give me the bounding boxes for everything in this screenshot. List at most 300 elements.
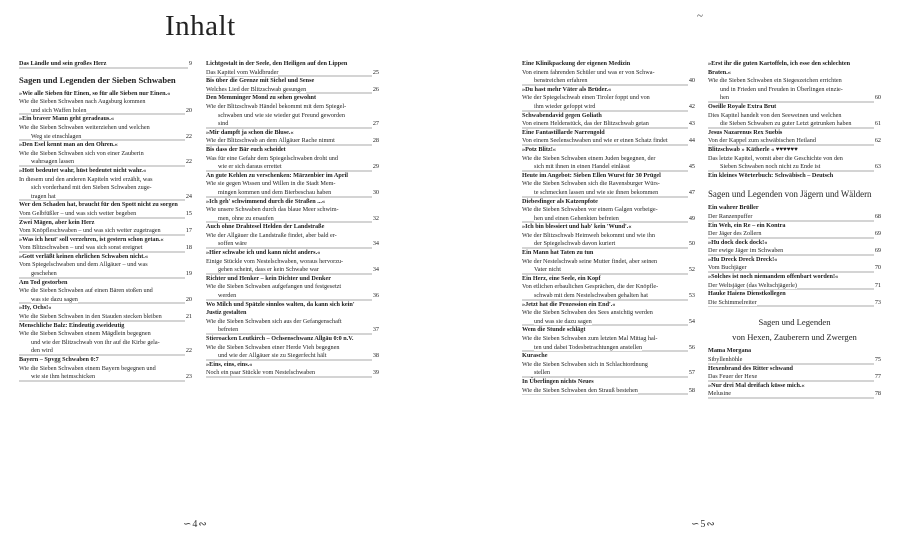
toc-entry[interactable] xyxy=(19,270,192,279)
toc-entry[interactable] xyxy=(522,94,695,103)
toc-entry-text: Melusine xyxy=(708,390,732,398)
toc-entry-text: »Wie alle Sieben für Einen, so für alle Sieben nur Einen.« xyxy=(19,89,171,97)
toc-entry[interactable] xyxy=(19,330,192,339)
toc-entry[interactable] xyxy=(206,69,379,78)
toc-page-number: 9 xyxy=(188,60,192,67)
toc-entry[interactable] xyxy=(708,155,881,164)
toc-entry-text: Am Tod gestorben xyxy=(19,278,68,286)
toc-entry-text: Bis über die Grenze mit Sichel und Sense xyxy=(206,77,315,85)
toc-page-number: 20 xyxy=(185,295,192,303)
toc-entry[interactable] xyxy=(19,253,192,262)
toc-page-number: 75 xyxy=(874,356,881,364)
toc-page-number: 32 xyxy=(372,214,379,222)
toc-entry[interactable] xyxy=(708,373,881,382)
toc-entry-text: »Potz Blitz!« xyxy=(522,145,556,153)
toc-entry-text: ihm wieder gefoppt wird xyxy=(534,102,596,110)
toc-entry[interactable] xyxy=(19,287,192,296)
toc-entry[interactable] xyxy=(206,77,379,86)
toc-entry[interactable] xyxy=(708,172,881,181)
toc-entry-text: Vom Blitzschwaben – und was sich sonst ereignet xyxy=(19,244,143,252)
toc-entry-text: Der ewige Jäger im Schwaben xyxy=(708,247,784,255)
toc-entry-text: Das Feuer der Hexe xyxy=(708,373,758,381)
toc-entry-text: Wie die Sieben Schwaben nach Augsburg kommen xyxy=(19,98,146,106)
toc-entry-text: und in Frieden und Freuden in Überlingen einzie- xyxy=(720,85,843,93)
toc-entry-text: Von einem Heldenstück, das der Blitzschwab getan xyxy=(522,120,649,128)
toc-entry[interactable] xyxy=(522,275,695,284)
toc-entry[interactable] xyxy=(708,222,881,231)
toc-entry-text: Wie die Sieben Schwaben weiterziehen und welchen xyxy=(19,123,150,131)
toc-entry[interactable] xyxy=(708,230,881,239)
toc-entry-text: Das letzte Kapitel, womit aber die Geschichte von den xyxy=(708,154,843,162)
toc-entry[interactable] xyxy=(708,163,881,172)
toc-entry-text: soffen wäre xyxy=(218,240,247,248)
toc-entry[interactable] xyxy=(522,369,695,378)
toc-entry-text: men, ohne zu ersaufen xyxy=(218,214,274,222)
toc-entry[interactable] xyxy=(206,198,379,207)
toc-entry[interactable] xyxy=(206,344,379,353)
toc-entry-text: Vom Spiegelschwaben und dem Allgäuer – und was xyxy=(19,261,148,269)
toc-entry-text: Wie die Sieben Schwaben sich die Ravensburger Würs- xyxy=(522,180,660,188)
section-heading: von Hexen, Zauberern und Zwergen xyxy=(732,332,857,343)
toc-page-number: 58 xyxy=(688,386,695,394)
toc-entry[interactable] xyxy=(206,172,379,181)
toc-entry[interactable] xyxy=(19,141,192,150)
toc-entry[interactable] xyxy=(206,352,379,361)
toc-entry-text: Ein Herz, eine Seele, ein Kopf xyxy=(522,274,601,282)
toc-entry-text: und wie der Blitzschwab von ihr auf die Kirbe gela- xyxy=(31,338,160,346)
toc-entry-text: Wie der Spiegelschwab einen Tiroler foppt und von xyxy=(522,94,650,102)
toc-entry[interactable] xyxy=(522,103,695,112)
toc-entry-text: Wer den Schaden hat, braucht für den Spott nicht zu sorgen xyxy=(19,201,178,209)
toc-entry[interactable] xyxy=(522,301,695,310)
toc-entry-text: Der Jäger des Zollern xyxy=(708,230,762,238)
toc-page-number: 62 xyxy=(874,137,881,145)
toc-entry[interactable] xyxy=(522,283,695,292)
toc-entry[interactable] xyxy=(708,60,881,69)
toc-entry[interactable] xyxy=(19,347,192,356)
toc-entry[interactable] xyxy=(708,204,881,213)
toc-page-number: 28 xyxy=(372,137,379,145)
toc-entry[interactable] xyxy=(19,279,192,288)
toc-entry-text: Das Ländle und sein großes Herz xyxy=(19,60,107,67)
toc-entry-text: »Hy, Ochs!« xyxy=(19,304,52,312)
toc-page-number: 77 xyxy=(874,373,881,381)
toc-page-number: 54 xyxy=(688,317,695,325)
toc-entry[interactable] xyxy=(19,124,192,133)
toc-page-number: 24 xyxy=(185,192,192,200)
toc-entry[interactable] xyxy=(206,266,379,275)
toc-entry[interactable] xyxy=(206,318,379,327)
toc-entry[interactable] xyxy=(19,261,192,270)
toc-entry[interactable] xyxy=(19,193,192,202)
toc-entry-text: hen xyxy=(720,94,729,102)
toc-page-number: 34 xyxy=(372,240,379,248)
toc-entry[interactable] xyxy=(19,236,192,245)
toc-entry-text: Vom Buchjäger xyxy=(708,264,747,272)
toc-page-number: 22 xyxy=(185,347,192,355)
toc-entry[interactable] xyxy=(708,390,881,399)
toc-entry[interactable] xyxy=(708,273,881,282)
toc-entry[interactable] xyxy=(522,129,695,138)
toc-entry[interactable] xyxy=(19,201,192,210)
toc-entry[interactable] xyxy=(206,275,379,284)
toc-entry[interactable] xyxy=(522,155,695,164)
toc-entry[interactable] xyxy=(206,112,379,121)
toc-entry-text: Wie die Sieben Schwaben auf einen Bären stoßen und xyxy=(19,287,153,295)
toc-page-number: 29 xyxy=(372,163,379,171)
toc-entry[interactable] xyxy=(206,215,379,224)
toc-entry[interactable] xyxy=(206,180,379,189)
toc-page-number: 38 xyxy=(372,352,379,360)
toc-entry[interactable] xyxy=(522,232,695,241)
toc-entry-text: »Ich geh' schwimmend durch die Straßen ...« xyxy=(206,197,326,205)
toc-entry-text: die Sieben Schwaben zu guter Letzt getrunken haben xyxy=(720,120,852,128)
toc-entry[interactable] xyxy=(522,223,695,232)
toc-entry[interactable] xyxy=(19,339,192,348)
toc-entry[interactable] xyxy=(206,94,379,103)
toc-entry[interactable] xyxy=(708,146,881,155)
toc-page-number: 21 xyxy=(185,313,192,321)
toc-entry-text: Der Weltsjäger (das Weltschjägerle) xyxy=(708,281,797,289)
toc-entry[interactable] xyxy=(708,137,881,146)
toc-entry-text: »Eins, eins, eins.« xyxy=(206,360,253,368)
toc-entry[interactable] xyxy=(708,129,881,138)
toc-entry-text: Wie die Sieben Schwaben vor einem Galgen vorbeige- xyxy=(522,206,658,214)
toc-entry[interactable] xyxy=(522,206,695,215)
toc-entry[interactable] xyxy=(522,266,695,275)
toc-entry-text: Lichtgestalt in der Seele, den Heiligen auf den Lippen xyxy=(206,60,348,67)
toc-entry-text: Wie der Blitzschwab an dem Allgäuer Rache nimmt xyxy=(206,137,335,145)
toc-entry-text: Wie die Sieben Schwaben sich aus der Gefangenschaft xyxy=(206,317,342,325)
toc-entry[interactable] xyxy=(708,247,881,256)
toc-entry-text: Wie die Sieben Schwaben den Strauß bestehen xyxy=(522,386,638,394)
toc-entry-text: Schwabendavid gegen Goliath xyxy=(522,111,602,119)
toc-entry-text: wie sie ihm heimschicken xyxy=(31,373,96,381)
toc-entry-text: sich vorderhand mit den Sieben Schwaben zuge- xyxy=(31,184,152,192)
toc-entry[interactable] xyxy=(522,120,695,129)
toc-entry-text: »Hu dock dock dock!« xyxy=(708,238,768,246)
toc-page-number: 63 xyxy=(874,163,881,171)
toc-entry-text: Diebesfinger als Katzenpfote xyxy=(522,197,598,205)
toc-entry-text: Vater nicht xyxy=(534,266,561,274)
left-page-number: ∽4∾ xyxy=(183,519,208,530)
toc-entry[interactable] xyxy=(522,60,695,69)
toc-entry-text: Zwei Mägen, aber kein Herz xyxy=(19,218,95,226)
toc-entry-text: Wem die Stunde schlägt xyxy=(522,326,586,334)
toc-entry-text: Wie unsere Schwaben durch das blaue Meer schwim- xyxy=(206,206,339,214)
toc-entry-text: was sie dazu sagen xyxy=(31,295,78,303)
toc-entry[interactable] xyxy=(19,365,192,374)
toc-entry[interactable] xyxy=(206,223,379,232)
toc-entry-text: »Den Esel kennt man an den Ohren.« xyxy=(19,141,118,149)
toc-entry-text: An gute Kehlen zu verschenken: Märzenbier im April xyxy=(206,171,349,179)
toc-entry[interactable] xyxy=(19,210,192,219)
toc-entry[interactable] xyxy=(708,382,881,391)
toc-entry[interactable] xyxy=(19,219,192,228)
toc-entry[interactable] xyxy=(522,112,695,121)
toc-entry[interactable] xyxy=(708,112,881,121)
toc-entry-text: befreien xyxy=(218,326,239,334)
toc-entry-text: Bis dass der Bär euch scheidet xyxy=(206,145,286,153)
toc-entry-text: Heute im Angebot: Sieben Ellen Wurst für 30 Prügel xyxy=(522,171,661,179)
toc-entry-text: hen und einen Gehenkten befreien xyxy=(534,214,619,222)
toc-entry[interactable] xyxy=(522,137,695,146)
toc-entry[interactable] xyxy=(19,313,192,322)
toc-entry-text: Vom Knöpfleschwaben – und was sich weiter zugetragen xyxy=(19,227,161,235)
toc-entry[interactable] xyxy=(522,146,695,155)
toc-entry-text: Wie die Sieben Schwaben einem Mägdlein begegnen xyxy=(19,330,151,338)
toc-entry[interactable] xyxy=(522,69,695,78)
toc-entry-text: Blitzschwab » Kätherle « ♥♥♥♥♥♥ xyxy=(708,145,798,153)
toc-entry[interactable] xyxy=(522,309,695,318)
toc-entry[interactable] xyxy=(206,103,379,112)
toc-entry[interactable] xyxy=(522,189,695,198)
toc-entry-text: Wie die Sieben Schwaben des Sees ansichtig werden xyxy=(522,309,653,317)
toc-entry-text: und sich Waffen holen xyxy=(31,106,87,114)
toc-entry-text: den wird xyxy=(31,347,53,355)
toc-entry-text: und wie der Allgäuer sie zu Siegerfecht hält xyxy=(218,352,327,360)
toc-entry[interactable] xyxy=(19,60,192,69)
toc-entry[interactable] xyxy=(522,352,695,361)
toc-entry-text: Wie die Sieben Schwaben ein Siegeszeichen errichten xyxy=(708,77,842,85)
toc-entry-text: Hexenbrand des Ritter schwand xyxy=(708,364,793,372)
toc-entry-text: schwaben und wie sie wieder gut Freund geworden xyxy=(218,111,345,119)
toc-page-number: 49 xyxy=(688,214,695,222)
toc-entry-text: Wie die Sieben Schwaben einer Herde Vieh begegnen xyxy=(206,343,340,351)
toc-entry[interactable] xyxy=(708,282,881,291)
toc-entry-text: Wie die Sieben Schwaben aufgefangen und festgesetzt xyxy=(206,283,342,291)
toc-entry[interactable] xyxy=(19,296,192,305)
toc-page-number: 43 xyxy=(688,120,695,128)
toc-entry[interactable] xyxy=(19,176,192,185)
toc-entry-text: In Überlingen nichts Neues xyxy=(522,377,594,385)
toc-entry[interactable] xyxy=(522,387,695,396)
toc-entry[interactable] xyxy=(708,264,881,273)
toc-page-number: 73 xyxy=(874,298,881,306)
toc-page-number: 30 xyxy=(372,188,379,196)
toc-entry-text: Wie der Nestelschwab seine Mutter findet, aber seinen xyxy=(522,257,658,265)
toc-page-number: 68 xyxy=(874,212,881,220)
toc-entry[interactable] xyxy=(206,309,379,318)
section-heading: Sagen und Legenden von Jägern und Wäldern xyxy=(708,189,872,200)
toc-entry[interactable] xyxy=(708,239,881,248)
toc-page-number: 27 xyxy=(372,120,379,128)
toc-page-number: 61 xyxy=(874,120,881,128)
toc-page-number: 34 xyxy=(372,266,379,274)
toc-page-number: 60 xyxy=(874,94,881,102)
toc-entry[interactable] xyxy=(19,158,192,167)
toc-entry-text: »Erst ihr die guten Kartoffeln, ich esse den schlechten xyxy=(708,60,851,67)
toc-entry-text: Was für eine Gefahr dem Spiegelschwaben droht und xyxy=(206,154,338,162)
toc-entry[interactable] xyxy=(522,318,695,327)
toc-entry[interactable] xyxy=(708,356,881,365)
toc-entry-text: Noch ein paar Stückle vom Nestelschwaben xyxy=(206,369,316,377)
toc-entry[interactable] xyxy=(206,283,379,292)
toc-entry[interactable] xyxy=(708,213,881,222)
toc-entry-text: tragen hat xyxy=(31,192,56,200)
toc-entry[interactable] xyxy=(522,198,695,207)
toc-entry-text: Wie der Blitzschwab Heimweh bekommt und wie ihn xyxy=(522,231,655,239)
toc-entry-text: Wie die Sieben Schwaben in den Stauden stecken bleiben xyxy=(19,313,162,321)
toc-entry-text: Menschliche Balz: Eindeutig zweideutig xyxy=(19,321,125,329)
toc-entry[interactable] xyxy=(206,369,379,378)
toc-entry-text: Eine Klinikpackung der eigenen Medizin xyxy=(522,60,631,67)
toc-entry-text: »Hier schwabe ich und kann nicht anders.« xyxy=(206,249,321,257)
toc-page-number: 78 xyxy=(874,390,881,398)
toc-entry-text: der Spiegelschwab davon kuriert xyxy=(534,240,616,248)
toc-entry-text: Von der Kappel zum schwäbischen Heiland xyxy=(708,137,816,145)
toc-entry[interactable] xyxy=(708,256,881,265)
toc-entry[interactable] xyxy=(522,215,695,224)
toc-entry-text: »Du hast mehr Väter als Brüder.« xyxy=(522,85,612,93)
toc-entry[interactable] xyxy=(19,373,192,382)
toc-entry[interactable] xyxy=(708,120,881,129)
toc-page-number: 42 xyxy=(688,102,695,110)
toc-entry-text: Ein kleines Wörterbuch: Schwäbisch – Deutsch xyxy=(708,171,834,179)
toc-entry[interactable] xyxy=(19,150,192,159)
toc-entry[interactable] xyxy=(19,356,192,365)
toc-entry[interactable] xyxy=(522,361,695,370)
toc-column-3 xyxy=(522,60,695,395)
toc-entry[interactable] xyxy=(19,107,192,116)
toc-entry[interactable] xyxy=(708,299,881,308)
toc-entry[interactable] xyxy=(206,326,379,335)
toc-entry-text: schwab mit dem Nestelschwaben gehalten hat xyxy=(534,292,648,300)
toc-entry-text: Von etlichen erbaulichen Gesprächen, die der Knöpfle- xyxy=(522,283,659,291)
toc-entry[interactable] xyxy=(206,86,379,95)
toc-entry[interactable] xyxy=(206,146,379,155)
toc-entry[interactable] xyxy=(19,244,192,253)
toc-entry-text: Wo Milch und Spätzle sinnlos walten, da kann sich kein' xyxy=(206,300,355,308)
toc-page-number: 20 xyxy=(185,106,192,114)
toc-entry-text: Braten.« xyxy=(708,68,731,76)
toc-entry[interactable] xyxy=(708,77,881,86)
toc-entry-text: te schmecken lassen und wie sie ihnen bekommen xyxy=(534,188,659,196)
toc-entry-text: wie er sich daraus errettet xyxy=(218,163,282,171)
toc-entry[interactable] xyxy=(708,103,881,112)
toc-entry-text: ten und dabei Todesbetrachtungen anstellen xyxy=(534,343,643,351)
toc-entry[interactable] xyxy=(206,189,379,198)
toc-entry[interactable] xyxy=(19,227,192,236)
toc-entry-text: Justiz gestalten xyxy=(206,309,247,317)
page-title: Inhalt xyxy=(165,10,236,42)
toc-entry[interactable] xyxy=(522,378,695,387)
section-heading: Sagen und Legenden xyxy=(758,317,831,328)
toc-entry[interactable] xyxy=(522,163,695,172)
section-heading: Sagen und Legenden der Sieben Schwaben xyxy=(19,74,176,85)
toc-entry[interactable] xyxy=(206,249,379,258)
toc-entry-text: Der Ranzenpuffer xyxy=(708,212,753,220)
toc-entry[interactable] xyxy=(522,335,695,344)
toc-entry-text: Bayern – Spvgg Schwaben 0:7 xyxy=(19,356,99,363)
toc-entry-text: wahrsagen lassen xyxy=(31,158,75,166)
toc-entry[interactable] xyxy=(708,347,881,356)
toc-page-number: 56 xyxy=(688,343,695,351)
toc-entry[interactable] xyxy=(206,206,379,215)
toc-page-number: 69 xyxy=(874,247,881,255)
toc-entry[interactable] xyxy=(206,335,379,344)
toc-page-number: 15 xyxy=(185,209,192,217)
toc-entry[interactable] xyxy=(206,60,379,69)
toc-entry[interactable] xyxy=(206,155,379,164)
toc-entry-text: Wie sie gegen Wissen und Willen in die Stadt Mem- xyxy=(206,180,336,188)
toc-entry[interactable] xyxy=(206,120,379,129)
toc-entry[interactable] xyxy=(708,86,881,95)
toc-entry-text: Wie die Sieben Schwaben zum letzten Mal Mittag hal- xyxy=(522,335,658,342)
toc-entry-text: Jesus Nazarenus Rex Suebis xyxy=(708,128,783,136)
toc-entry[interactable] xyxy=(708,290,881,299)
toc-entry-text: Von einem Seelenschwaben und wie er einen Schatz findet xyxy=(522,137,668,145)
toc-entry[interactable] xyxy=(206,240,379,249)
toc-entry-text: »Nur drei Mal dreifach küsse mich.« xyxy=(708,381,805,389)
toc-entry[interactable] xyxy=(206,232,379,241)
toc-entry[interactable] xyxy=(522,240,695,249)
toc-entry-text: Sieben Schwaben noch nicht zu Ende ist xyxy=(720,163,821,171)
toc-entry-text: Dies Kapitel handelt von den Seeweinen und welchen xyxy=(708,111,842,119)
toc-page-number: 37 xyxy=(372,326,379,334)
toc-entry[interactable] xyxy=(19,115,192,124)
toc-entry-text: Mama Morgana xyxy=(708,347,752,355)
toc-entry-text: geschehen xyxy=(31,270,57,278)
toc-entry[interactable] xyxy=(522,292,695,301)
toc-page-number: 25 xyxy=(372,68,379,76)
toc-page-number: 70 xyxy=(874,264,881,272)
toc-entry[interactable] xyxy=(19,167,192,176)
toc-entry-text: Das Kapitel vom Waldbruder xyxy=(206,68,279,76)
toc-entry[interactable] xyxy=(522,77,695,86)
toc-entry[interactable] xyxy=(522,86,695,95)
toc-entry[interactable] xyxy=(522,249,695,258)
toc-entry[interactable] xyxy=(522,344,695,353)
toc-page-number: 40 xyxy=(688,77,695,85)
toc-entry-text: Eine Fantastillarde Narrengold xyxy=(522,128,605,136)
toc-entry[interactable] xyxy=(19,98,192,107)
toc-entry[interactable] xyxy=(206,292,379,301)
toc-entry-text: benstreichen erfahren xyxy=(534,77,588,85)
toc-entry-text: »Mir dampft ja schon die Bluse.« xyxy=(206,128,294,136)
toc-entry[interactable] xyxy=(206,301,379,310)
toc-entry-text: Richter und Henker – kein Dichter und Denker xyxy=(206,274,331,282)
toc-entry[interactable] xyxy=(522,326,695,335)
toc-entry[interactable] xyxy=(206,137,379,146)
toc-page-number: 22 xyxy=(185,132,192,140)
toc-column-2 xyxy=(206,60,379,378)
toc-entry[interactable] xyxy=(708,69,881,78)
toc-entry[interactable] xyxy=(708,94,881,103)
toc-entry[interactable] xyxy=(522,180,695,189)
toc-entry[interactable] xyxy=(19,304,192,313)
toc-entry[interactable] xyxy=(19,133,192,142)
toc-entry[interactable] xyxy=(708,365,881,374)
toc-entry-text: sind xyxy=(218,120,229,128)
toc-entry[interactable] xyxy=(522,172,695,181)
toc-entry-text: mingen kommen und dem Bierbeschau haben xyxy=(218,188,332,196)
toc-entry[interactable] xyxy=(19,184,192,193)
toc-entry[interactable] xyxy=(206,361,379,370)
toc-page-number: 39 xyxy=(372,369,379,377)
toc-page-number: 44 xyxy=(688,137,695,145)
toc-page-number: 57 xyxy=(688,369,695,377)
toc-entry[interactable] xyxy=(19,90,192,99)
toc-entry-text: Ein wahrer Brüller xyxy=(708,204,759,212)
toc-entry[interactable] xyxy=(522,258,695,267)
toc-entry[interactable] xyxy=(206,129,379,138)
toc-entry-text: Ein Weh, ein Re – ein Kontra xyxy=(708,221,786,229)
toc-entry[interactable] xyxy=(19,322,192,331)
toc-page-number: 19 xyxy=(185,270,192,278)
toc-entry[interactable] xyxy=(206,258,379,267)
toc-entry[interactable] xyxy=(206,163,379,172)
